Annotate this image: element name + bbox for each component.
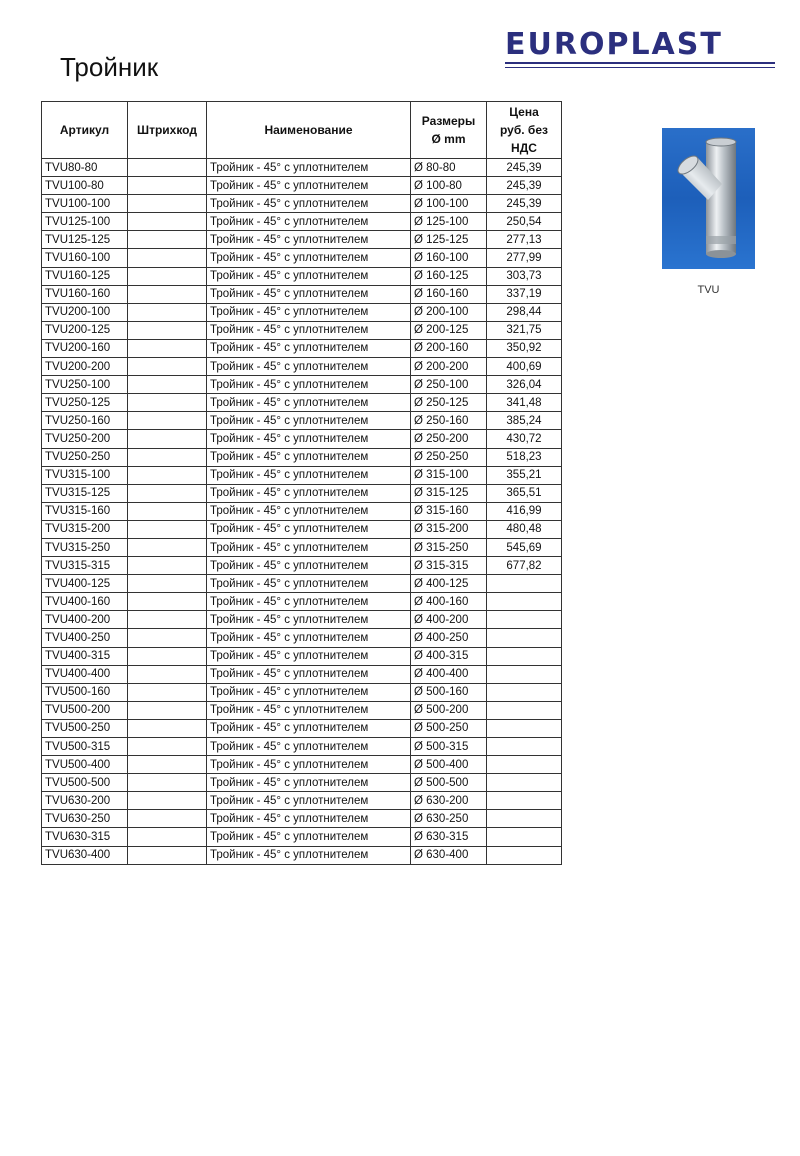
barcode-cell: [128, 231, 207, 249]
price-cell: 400,69: [487, 358, 562, 376]
name-cell: Тройник - 45° с уплотнителем: [207, 575, 411, 593]
article-cell: TVU630-400: [42, 846, 128, 864]
table-row: [42, 484, 562, 502]
barcode-cell: [128, 701, 207, 719]
article-cell: TVU630-315: [42, 828, 128, 846]
article-cell: TVU500-400: [42, 756, 128, 774]
barcode-cell: [128, 593, 207, 611]
size-cell: Ø 630-400: [411, 846, 487, 864]
name-cell: Тройник - 45° с уплотнителем: [207, 828, 411, 846]
size-cell: Ø 315-315: [411, 557, 487, 575]
name-cell: Тройник - 45° с уплотнителем: [207, 159, 411, 177]
barcode-cell: [128, 846, 207, 864]
barcode-cell: [128, 430, 207, 448]
name-cell: Тройник - 45° с уплотнителем: [207, 810, 411, 828]
barcode-cell: [128, 647, 207, 665]
article-cell: TVU250-250: [42, 448, 128, 466]
barcode-cell: [128, 249, 207, 267]
size-cell: Ø 315-160: [411, 502, 487, 520]
size-cell: Ø 315-125: [411, 484, 487, 502]
article-cell: TVU315-160: [42, 502, 128, 520]
barcode-cell: [128, 520, 207, 538]
table-row: [42, 339, 562, 357]
table-row: [42, 466, 562, 484]
price-cell: 385,24: [487, 412, 562, 430]
price-cell: 430,72: [487, 430, 562, 448]
barcode-cell: [128, 285, 207, 303]
price-cell: [487, 810, 562, 828]
barcode-cell: [128, 538, 207, 556]
brand-underline: [505, 62, 775, 64]
article-cell: TVU200-100: [42, 303, 128, 321]
barcode-cell: [128, 738, 207, 756]
article-cell: TVU80-80: [42, 159, 128, 177]
name-cell: Тройник - 45° с уплотнителем: [207, 285, 411, 303]
article-cell: TVU500-250: [42, 719, 128, 737]
size-cell: Ø 200-100: [411, 303, 487, 321]
size-cell: Ø 100-80: [411, 177, 487, 195]
price-cell: 245,39: [487, 177, 562, 195]
size-cell: Ø 315-100: [411, 466, 487, 484]
size-cell: Ø 400-160: [411, 593, 487, 611]
price-cell: 480,48: [487, 520, 562, 538]
table-row: [42, 593, 562, 611]
price-cell: 545,69: [487, 538, 562, 556]
price-cell: [487, 828, 562, 846]
barcode-cell: [128, 502, 207, 520]
name-cell: Тройник - 45° с уплотнителем: [207, 593, 411, 611]
article-cell: TVU315-315: [42, 557, 128, 575]
price-cell: 677,82: [487, 557, 562, 575]
barcode-cell: [128, 267, 207, 285]
barcode-cell: [128, 719, 207, 737]
barcode-cell: [128, 303, 207, 321]
price-cell: [487, 701, 562, 719]
article-cell: TVU630-200: [42, 792, 128, 810]
price-cell: 277,99: [487, 249, 562, 267]
price-cell: 341,48: [487, 394, 562, 412]
article-cell: TVU400-400: [42, 665, 128, 683]
name-cell: Тройник - 45° с уплотнителем: [207, 249, 411, 267]
price-cell: [487, 738, 562, 756]
name-cell: Тройник - 45° с уплотнителем: [207, 756, 411, 774]
table-row: [42, 267, 562, 285]
price-cell: [487, 683, 562, 701]
article-cell: TVU400-250: [42, 629, 128, 647]
table-row: [42, 159, 562, 177]
size-cell: Ø 400-200: [411, 611, 487, 629]
size-cell: Ø 250-200: [411, 430, 487, 448]
price-cell: 245,39: [487, 195, 562, 213]
barcode-cell: [128, 394, 207, 412]
size-cell: Ø 500-400: [411, 756, 487, 774]
article-cell: TVU500-315: [42, 738, 128, 756]
article-cell: TVU100-80: [42, 177, 128, 195]
name-cell: Тройник - 45° с уплотнителем: [207, 611, 411, 629]
table-row: [42, 611, 562, 629]
brand-logo-text: EUROPLAST: [505, 27, 723, 62]
article-cell: TVU250-160: [42, 412, 128, 430]
size-cell: Ø 250-125: [411, 394, 487, 412]
article-cell: TVU630-250: [42, 810, 128, 828]
size-cell: Ø 500-500: [411, 774, 487, 792]
table-row: [42, 285, 562, 303]
article-cell: TVU200-160: [42, 339, 128, 357]
table-row: [42, 195, 562, 213]
table-row: [42, 846, 562, 864]
barcode-cell: [128, 448, 207, 466]
table-row: [42, 321, 562, 339]
barcode-cell: [128, 756, 207, 774]
article-cell: TVU500-500: [42, 774, 128, 792]
size-cell: Ø 200-160: [411, 339, 487, 357]
size-cell: Ø 630-315: [411, 828, 487, 846]
table-row: [42, 774, 562, 792]
name-cell: Тройник - 45° с уплотнителем: [207, 195, 411, 213]
name-cell: Тройник - 45° с уплотнителем: [207, 774, 411, 792]
header-article: Артикул: [42, 102, 128, 159]
price-cell: 321,75: [487, 321, 562, 339]
size-cell: Ø 160-125: [411, 267, 487, 285]
product-caption: TVU: [697, 284, 720, 296]
table-row: [42, 538, 562, 556]
table-row: [42, 719, 562, 737]
name-cell: Тройник - 45° с уплотнителем: [207, 647, 411, 665]
barcode-cell: [128, 484, 207, 502]
price-cell: 518,23: [487, 448, 562, 466]
article-cell: TVU315-250: [42, 538, 128, 556]
article-cell: TVU400-125: [42, 575, 128, 593]
article-cell: TVU500-200: [42, 701, 128, 719]
name-cell: Тройник - 45° с уплотнителем: [207, 629, 411, 647]
name-cell: Тройник - 45° с уплотнителем: [207, 267, 411, 285]
article-cell: TVU315-125: [42, 484, 128, 502]
price-cell: [487, 593, 562, 611]
barcode-cell: [128, 774, 207, 792]
price-cell: [487, 629, 562, 647]
size-cell: Ø 100-100: [411, 195, 487, 213]
header-size: Размеры Ø mm: [411, 102, 487, 159]
table-row: [42, 502, 562, 520]
barcode-cell: [128, 810, 207, 828]
price-cell: 303,73: [487, 267, 562, 285]
size-cell: Ø 160-160: [411, 285, 487, 303]
table-body: [42, 159, 562, 865]
price-cell: [487, 756, 562, 774]
price-cell: [487, 611, 562, 629]
product-photo: [662, 128, 755, 269]
size-cell: Ø 200-125: [411, 321, 487, 339]
name-cell: Тройник - 45° с уплотнителем: [207, 213, 411, 231]
name-cell: Тройник - 45° с уплотнителем: [207, 701, 411, 719]
size-cell: Ø 500-200: [411, 701, 487, 719]
article-cell: TVU250-125: [42, 394, 128, 412]
table-row: [42, 376, 562, 394]
article-cell: TVU400-160: [42, 593, 128, 611]
size-cell: Ø 400-400: [411, 665, 487, 683]
price-cell: [487, 774, 562, 792]
table-row: [42, 557, 562, 575]
size-cell: Ø 400-250: [411, 629, 487, 647]
name-cell: Тройник - 45° с уплотнителем: [207, 430, 411, 448]
article-cell: TVU160-160: [42, 285, 128, 303]
name-cell: Тройник - 45° с уплотнителем: [207, 466, 411, 484]
size-cell: Ø 80-80: [411, 159, 487, 177]
table-row: [42, 358, 562, 376]
table-row: [42, 756, 562, 774]
name-cell: Тройник - 45° с уплотнителем: [207, 412, 411, 430]
table-row: [42, 177, 562, 195]
barcode-cell: [128, 376, 207, 394]
barcode-cell: [128, 575, 207, 593]
table-row: [42, 303, 562, 321]
name-cell: Тройник - 45° с уплотнителем: [207, 665, 411, 683]
article-cell: TVU250-100: [42, 376, 128, 394]
article-cell: TVU100-100: [42, 195, 128, 213]
name-cell: Тройник - 45° с уплотнителем: [207, 719, 411, 737]
price-cell: [487, 647, 562, 665]
name-cell: Тройник - 45° с уплотнителем: [207, 484, 411, 502]
price-cell: 337,19: [487, 285, 562, 303]
size-cell: Ø 125-100: [411, 213, 487, 231]
barcode-cell: [128, 213, 207, 231]
name-cell: Тройник - 45° с уплотнителем: [207, 303, 411, 321]
name-cell: Тройник - 45° с уплотнителем: [207, 448, 411, 466]
price-cell: 250,54: [487, 213, 562, 231]
price-cell: 298,44: [487, 303, 562, 321]
table-row: [42, 665, 562, 683]
price-cell: [487, 665, 562, 683]
article-cell: TVU160-125: [42, 267, 128, 285]
page-title: Тройник: [60, 52, 159, 82]
size-cell: Ø 250-100: [411, 376, 487, 394]
name-cell: Тройник - 45° с уплотнителем: [207, 557, 411, 575]
name-cell: Тройник - 45° с уплотнителем: [207, 231, 411, 249]
size-cell: Ø 160-100: [411, 249, 487, 267]
name-cell: Тройник - 45° с уплотнителем: [207, 538, 411, 556]
barcode-cell: [128, 629, 207, 647]
barcode-cell: [128, 557, 207, 575]
name-cell: Тройник - 45° с уплотнителем: [207, 502, 411, 520]
barcode-cell: [128, 358, 207, 376]
price-cell: 277,13: [487, 231, 562, 249]
article-cell: TVU160-100: [42, 249, 128, 267]
size-cell: Ø 630-200: [411, 792, 487, 810]
name-cell: Тройник - 45° с уплотнителем: [207, 846, 411, 864]
size-cell: Ø 315-250: [411, 538, 487, 556]
table-row: [42, 629, 562, 647]
article-cell: TVU125-100: [42, 213, 128, 231]
table-row: [42, 647, 562, 665]
size-cell: Ø 500-315: [411, 738, 487, 756]
table-row: [42, 683, 562, 701]
price-cell: 365,51: [487, 484, 562, 502]
brand-logo: [505, 28, 775, 68]
article-cell: TVU200-125: [42, 321, 128, 339]
size-cell: Ø 630-250: [411, 810, 487, 828]
name-cell: Тройник - 45° с уплотнителем: [207, 321, 411, 339]
brand-underline-thin: [505, 67, 775, 68]
price-table: [41, 101, 562, 865]
barcode-cell: [128, 159, 207, 177]
table-row: [42, 430, 562, 448]
barcode-cell: [128, 412, 207, 430]
header-price: Цена руб. без НДС: [487, 102, 562, 159]
table-row: [42, 448, 562, 466]
barcode-cell: [128, 177, 207, 195]
article-cell: TVU400-200: [42, 611, 128, 629]
size-cell: Ø 250-160: [411, 412, 487, 430]
table-row: [42, 213, 562, 231]
article-cell: TVU125-125: [42, 231, 128, 249]
pipe-tee-45-icon: [662, 128, 755, 269]
article-cell: TVU500-160: [42, 683, 128, 701]
price-cell: [487, 719, 562, 737]
header-name: Наименование: [207, 102, 411, 159]
name-cell: Тройник - 45° с уплотнителем: [207, 792, 411, 810]
table-row: [42, 575, 562, 593]
size-cell: Ø 500-250: [411, 719, 487, 737]
barcode-cell: [128, 339, 207, 357]
table-row: [42, 701, 562, 719]
name-cell: Тройник - 45° с уплотнителем: [207, 339, 411, 357]
price-cell: 355,21: [487, 466, 562, 484]
name-cell: Тройник - 45° с уплотнителем: [207, 520, 411, 538]
barcode-cell: [128, 611, 207, 629]
price-cell: 350,92: [487, 339, 562, 357]
barcode-cell: [128, 466, 207, 484]
article-cell: TVU400-315: [42, 647, 128, 665]
article-cell: TVU315-100: [42, 466, 128, 484]
table-row: [42, 231, 562, 249]
table-row: [42, 394, 562, 412]
size-cell: Ø 250-250: [411, 448, 487, 466]
size-cell: Ø 315-200: [411, 520, 487, 538]
article-cell: TVU250-200: [42, 430, 128, 448]
size-cell: Ø 400-315: [411, 647, 487, 665]
size-cell: Ø 400-125: [411, 575, 487, 593]
table-row: [42, 810, 562, 828]
size-cell: Ø 125-125: [411, 231, 487, 249]
name-cell: Тройник - 45° с уплотнителем: [207, 738, 411, 756]
price-cell: [487, 575, 562, 593]
price-cell: 326,04: [487, 376, 562, 394]
barcode-cell: [128, 792, 207, 810]
price-cell: 416,99: [487, 502, 562, 520]
table-row: [42, 792, 562, 810]
barcode-cell: [128, 321, 207, 339]
barcode-cell: [128, 195, 207, 213]
name-cell: Тройник - 45° с уплотнителем: [207, 177, 411, 195]
table-row: [42, 738, 562, 756]
header-barcode: Штрихкод: [128, 102, 207, 159]
price-cell: 245,39: [487, 159, 562, 177]
price-cell: [487, 846, 562, 864]
name-cell: Тройник - 45° с уплотнителем: [207, 376, 411, 394]
table-row: [42, 249, 562, 267]
size-cell: Ø 200-200: [411, 358, 487, 376]
name-cell: Тройник - 45° с уплотнителем: [207, 394, 411, 412]
name-cell: Тройник - 45° с уплотнителем: [207, 683, 411, 701]
table-row: [42, 828, 562, 846]
barcode-cell: [128, 828, 207, 846]
price-cell: [487, 792, 562, 810]
table-row: [42, 520, 562, 538]
table-row: [42, 412, 562, 430]
name-cell: Тройник - 45° с уплотнителем: [207, 358, 411, 376]
size-cell: Ø 500-160: [411, 683, 487, 701]
barcode-cell: [128, 683, 207, 701]
barcode-cell: [128, 665, 207, 683]
article-cell: TVU200-200: [42, 358, 128, 376]
table-header-row: [42, 102, 562, 159]
article-cell: TVU315-200: [42, 520, 128, 538]
